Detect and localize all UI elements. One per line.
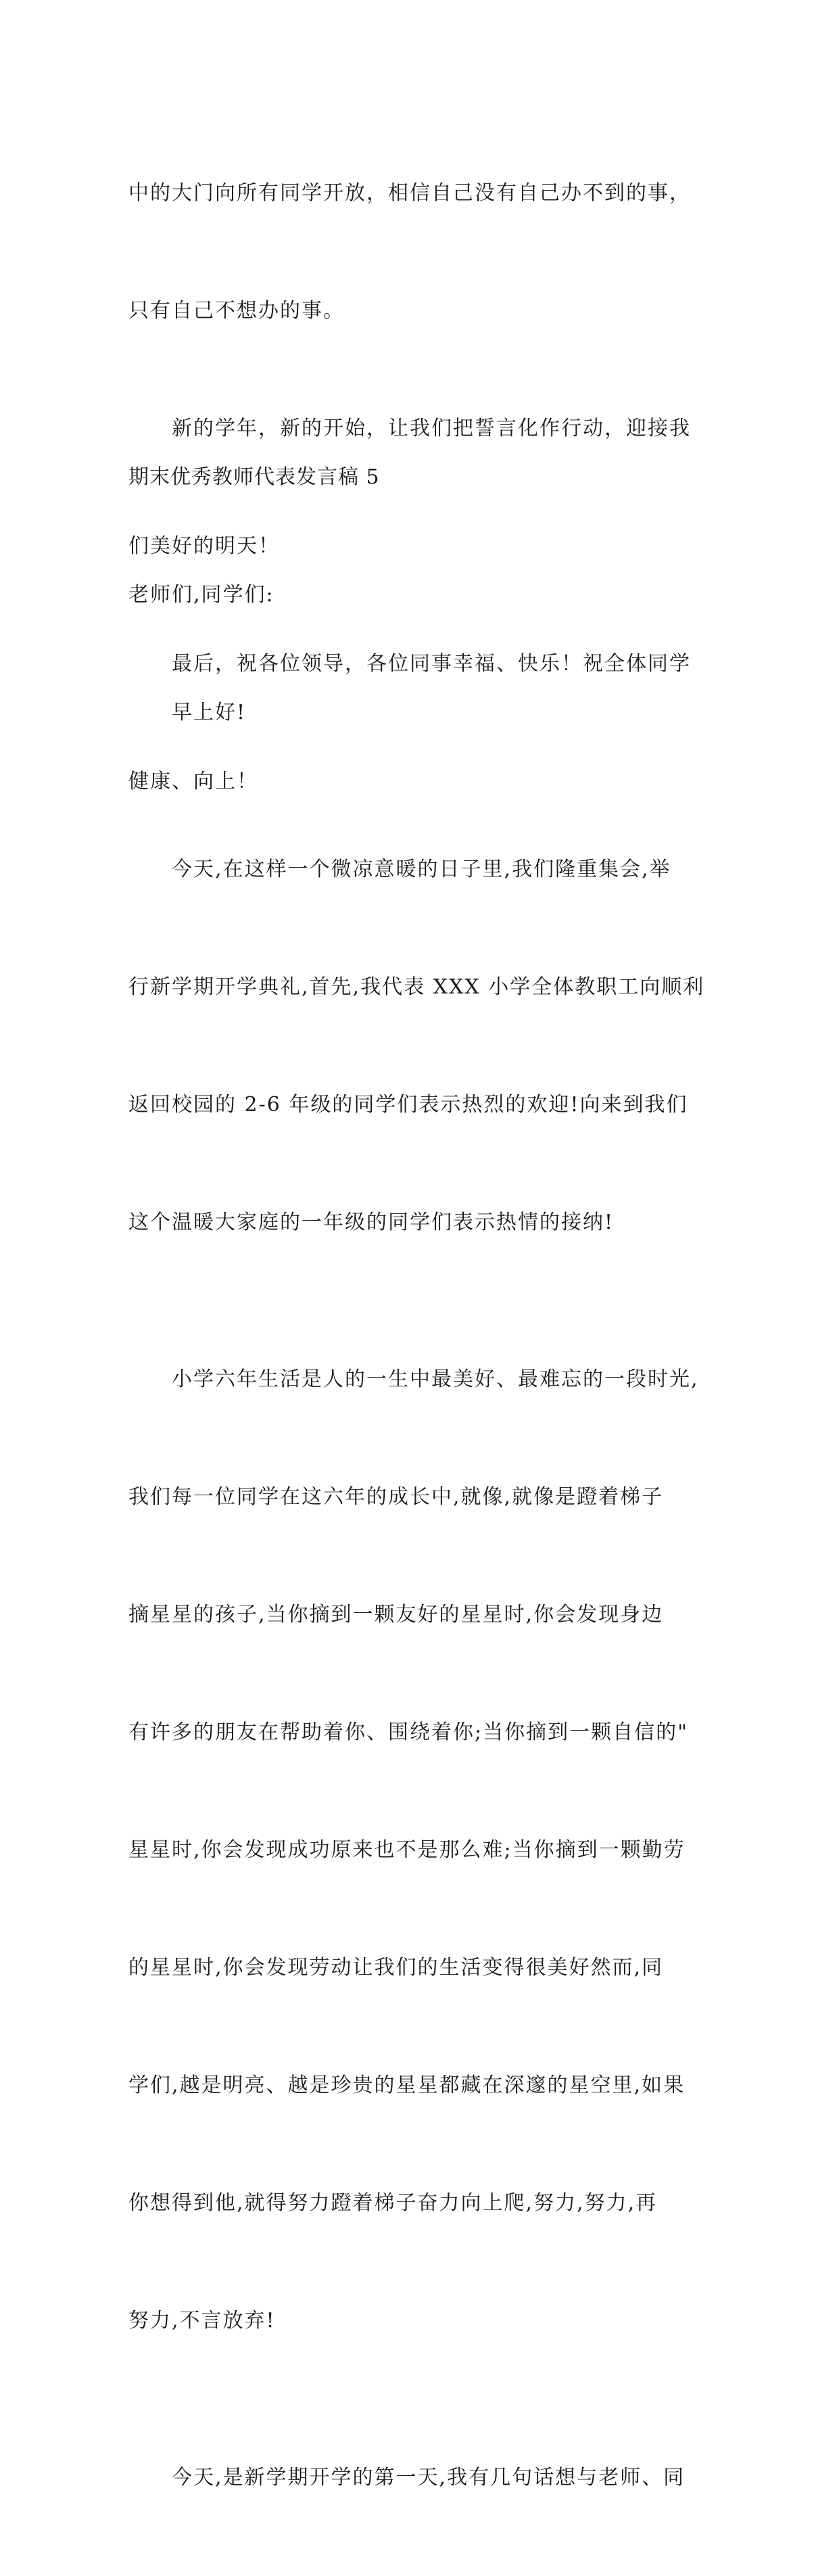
section-title: 期末优秀教师代表发言稿 5 — [128, 465, 380, 489]
paragraph-line: 今天,在这样一个微凉意暖的日子里,我们隆重集会,举 — [172, 858, 671, 881]
paragraph-line: 新的学年，新的开始，让我们把誓言化作行动，迎接我 — [172, 417, 691, 440]
paragraph-line: 星星时,你会发现成功原来也不是那么难;当你摘到一颗勤劳 — [128, 1838, 686, 1862]
paragraph-line: 摘星星的孩子,当你摘到一颗友好的星星时,你会发现身边 — [128, 1603, 664, 1626]
paragraph-line: 我们每一位同学在这六年的成长中,就像,就像是蹬着梯子 — [128, 1485, 664, 1509]
paragraph-line: 中的大门向所有同学开放，相信自己没有自己办不到的事， — [128, 181, 691, 205]
paragraph-line: 这个温暖大家庭的一年级的同学们表示热情的接纳! — [128, 1211, 615, 1234]
greeting: 早上好! — [172, 701, 247, 724]
paragraph-line: 返回校园的 2-6 年级的同学们表示热烈的欢迎!向来到我们 — [128, 1093, 688, 1117]
salutation: 老师们,同学们: — [128, 583, 274, 607]
paragraph-line: 今天,是新学期开学的第一天,我有几句话想与老师、同 — [172, 2466, 686, 2489]
paragraph-line: 小学六年生活是人的一生中最美好、最难忘的一段时光, — [172, 1367, 699, 1391]
paragraph-line: 健康、向上！ — [128, 770, 258, 793]
paragraph-line: 行新学期开学典礼,首先,我代表 XXX 小学全体教职工向顺利 — [128, 975, 705, 999]
paragraph-line: 学们,越是明亮、越是珍贵的星星都藏在深邃的星空里,如果 — [128, 2074, 686, 2097]
paragraph-line: 的星星时,你会发现劳动让我们的生活变得很美好然而,同 — [128, 1956, 664, 1980]
paragraph-line: 最后，祝各位领导，各位同事幸福、快乐！祝全体同学 — [172, 652, 691, 676]
paragraph-line: 有许多的朋友在帮助着你、围绕着你;当你摘到一颗自信的" — [128, 1720, 688, 1744]
paragraph-line: 只有自己不想办的事。 — [128, 299, 345, 323]
section-b-text — [128, 379, 717, 2576]
paragraph-line: 努力,不言放弃! — [128, 2309, 276, 2333]
paragraph-line: 你想得到他,就得努力蹬着梯子奋力向上爬,努力,努力,再 — [128, 2191, 658, 2215]
paragraph-line: 们美好的明天！ — [128, 534, 280, 558]
